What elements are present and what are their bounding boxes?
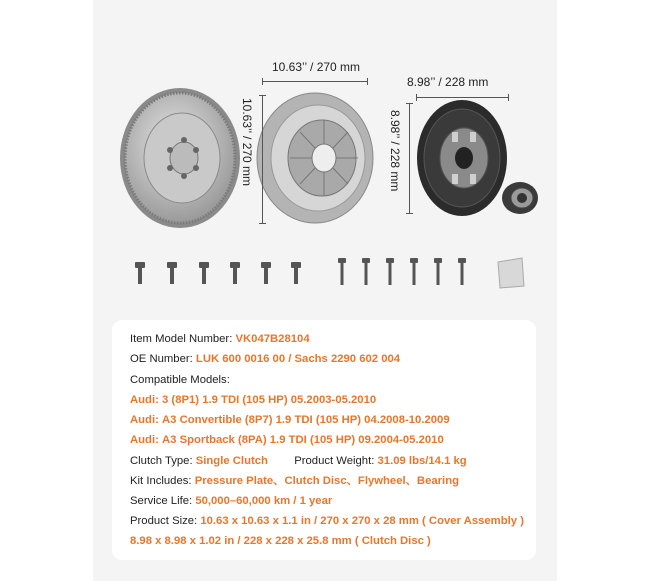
kit-includes-value: Pressure Plate、Clutch Disc、Flywheel、Bearing (194, 475, 459, 487)
product-size-row (130, 514, 524, 528)
weight-label: Product Weight: (294, 455, 375, 467)
width-dimension-line (262, 81, 367, 82)
dimension-tick (259, 223, 266, 224)
product-size-disc: 8.98 x 8.98 x 1.02 in / 228 x 228 x 25.8 mm ( Clutch Disc ) (130, 535, 431, 547)
dimension-tick (406, 103, 413, 104)
compatible-model-item (130, 433, 444, 447)
kit-includes-row (130, 474, 459, 488)
model-name: 3 (8P1) 1.9 TDI (105 HP) 05.2003-05.2010 (162, 394, 377, 406)
dimension-tick (416, 94, 417, 101)
service-life-label: Service Life: (130, 495, 193, 507)
dimension-tick (406, 213, 413, 214)
clutch-type-label: Clutch Type: (130, 455, 193, 467)
model-name: A3 Convertible (8P7) 1.9 TDI (105 HP) 04.2008-10.2009 (162, 414, 450, 426)
item-model-row (130, 332, 310, 346)
oe-number-value: LUK 600 0016 00 / Sachs 2290 602 004 (195, 353, 401, 365)
product-size-row-2 (130, 534, 431, 548)
product-size-cover: 10.63 x 10.63 x 1.1 in / 270 x 270 x 28 mm ( Cover Assembly ) (200, 515, 524, 527)
grease-packet (498, 258, 524, 288)
pressure-plate-width-label: 10.63’’ / 270 mm (272, 60, 361, 74)
dimension-tick (262, 78, 263, 85)
clutch-disc-width-label: 8.98’’ / 228 mm (407, 75, 489, 89)
disc-width-dimension-line (416, 97, 508, 98)
pressure-plate (257, 93, 373, 223)
model-make: Audi: (130, 394, 159, 406)
disc-height-dimension-line (409, 103, 410, 213)
compatible-model-item (130, 393, 376, 407)
clutch-disc-height-label: 8.98’’ / 228 mm (388, 110, 402, 192)
item-model-value: VK047B28104 (235, 333, 310, 345)
kit-includes-label: Kit Includes: (130, 475, 192, 487)
clutch-type-value: Single Clutch (195, 455, 268, 467)
model-name: A3 Sportback (8PA) 1.9 TDI (105 HP) 09.2004-05.2010 (162, 434, 444, 446)
model-make: Audi: (130, 414, 159, 426)
pressure-plate-bolts (338, 258, 466, 285)
dimension-tick (508, 94, 509, 101)
model-make: Audi: (130, 434, 159, 446)
oe-number-label: OE Number: (130, 353, 193, 365)
release-bearing (502, 182, 538, 214)
dimension-tick (367, 78, 368, 85)
flywheel-bolts (135, 262, 301, 284)
clutch-disc (417, 100, 507, 216)
compatible-models-label: Compatible Models: (130, 374, 230, 386)
pressure-plate-height-label: 10.63’’ / 270 mm (240, 98, 254, 187)
compatible-model-item (130, 413, 450, 427)
product-size-label: Product Size: (130, 515, 198, 527)
dimension-tick (259, 95, 266, 96)
oe-number-row (130, 352, 400, 366)
flywheel (120, 88, 240, 228)
item-model-label: Item Model Number: (130, 333, 233, 345)
height-dimension-line (262, 95, 263, 223)
weight-value: 31.09 lbs/14.1 kg (377, 455, 467, 467)
clutch-type-row (130, 454, 467, 468)
service-life-value: 50,000–60,000 km / 1 year (195, 495, 333, 507)
service-life-row (130, 494, 332, 508)
